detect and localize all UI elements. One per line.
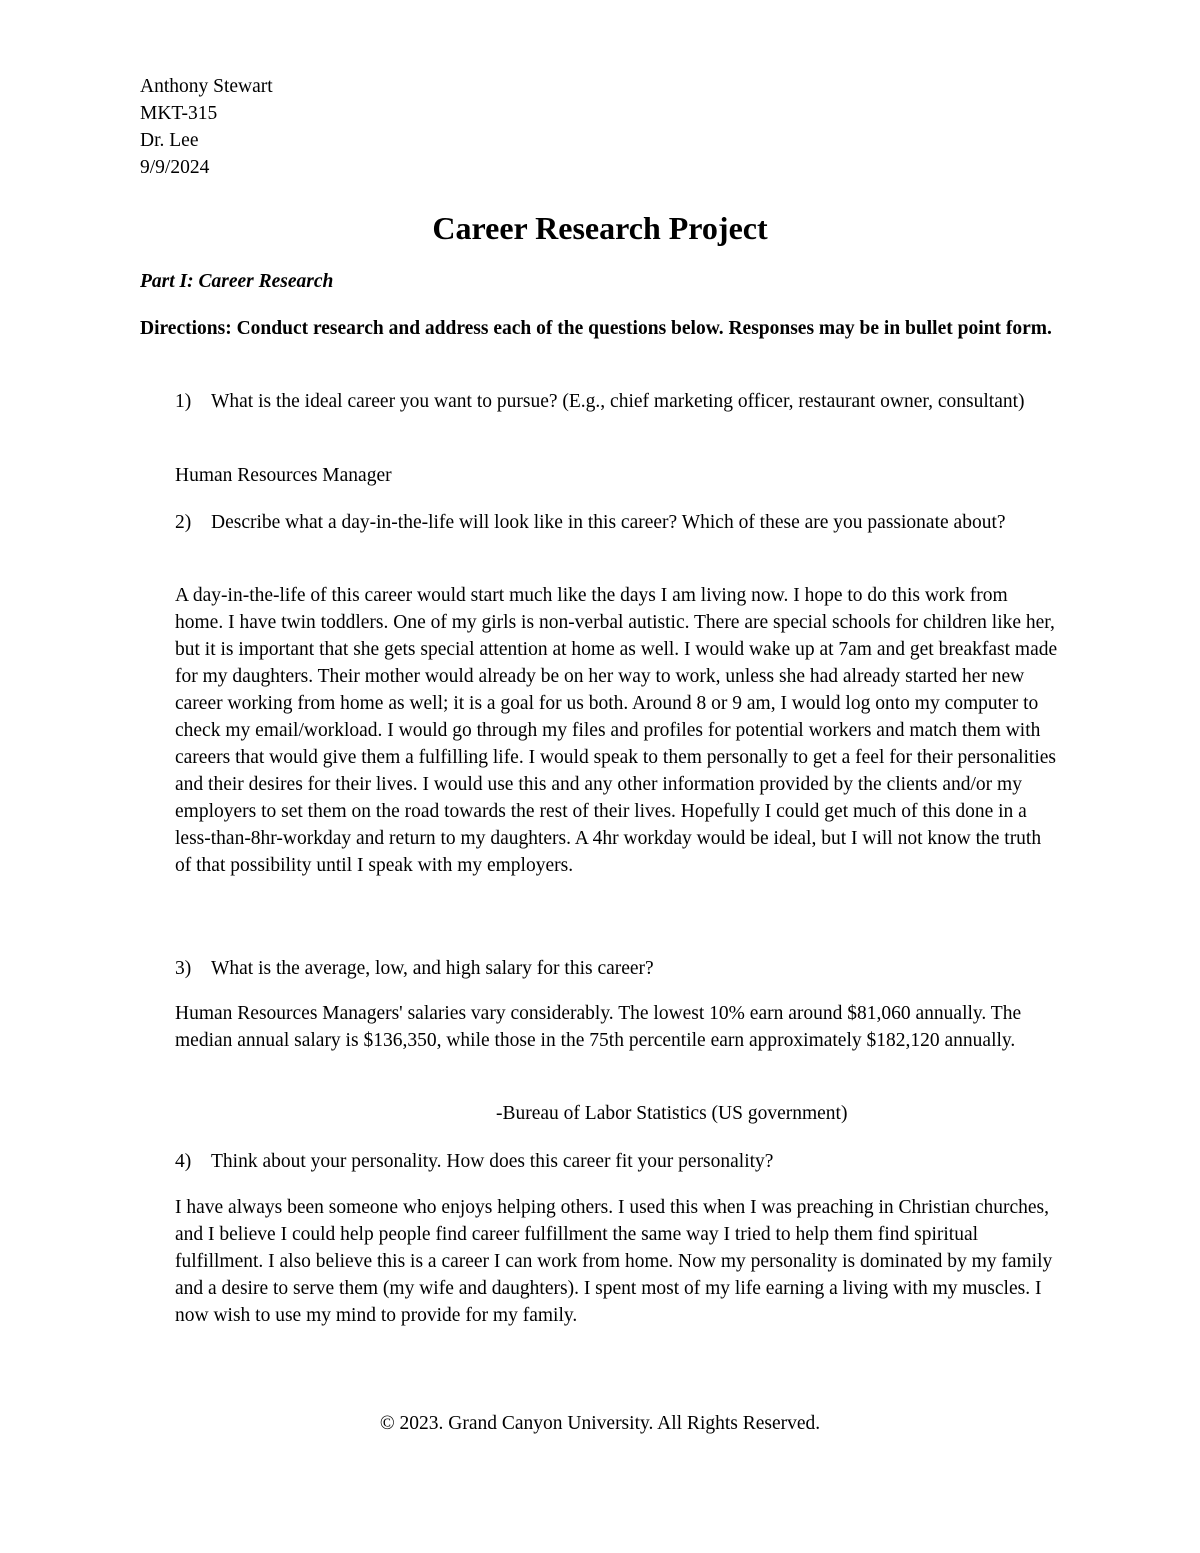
question-1 xyxy=(175,388,1045,415)
submission-date: 9/9/2024 xyxy=(140,157,210,178)
question-3 xyxy=(175,955,1045,982)
question-2 xyxy=(175,509,1045,536)
source-citation: -Bureau of Labor Statistics (US government) xyxy=(496,1103,848,1124)
copyright-footer: © 2023. Grand Canyon University. All Rights Reserved. xyxy=(379,1413,821,1434)
answer-3: Human Resources Managers' salaries vary considerably. The lowest 10% earn around $81,060 annually. The median annual salary is $136,350, while those in the 75th percentile earn approximately $182,120 annually. xyxy=(175,1003,1022,1051)
answer-2: A day-in-the-life of this career would start much like the days I am living now. I hope to do this work from home. I have twin toddlers. One of my girls is non-verbal autistic. There are special schools for children like her, but it is important that she gets special attention at home as well. I would wake up at 7am and get breakfast made for my daughters. Their mother would already be on her way to work, unless she had already started her new career working from home as well; it is a goal for us both. Around 8 or 9 am, I would log onto my computer to check my email/workload. I would go through my files and profiles for potential workers and match them with careers that would give them a fulfilling life. I would speak to them personally to get a feel for their personalities and their desires for their lives. I would use this and any other information provided by the clients and/or my employers to set them on the road towards the rest of their lives. Hopefully I could get much of this done in a less-than-8hr-workday and return to my daughters. A 4hr workday would be ideal, but I will not know the truth of that possibility until I speak with my employers. xyxy=(175,585,1058,876)
question-number: 4) xyxy=(175,1151,192,1172)
question-number: 1) xyxy=(175,391,192,412)
question-text: Think about your personality. How does this career fit your personality? xyxy=(211,1151,774,1172)
question-text: Describe what a day-in-the-life will look like in this career? Which of these are you passionate about? xyxy=(211,512,1006,533)
question-text: What is the ideal career you want to pursue? (E.g., chief marketing officer, restaurant owner, consultant) xyxy=(211,391,1025,412)
document-title: Career Research Project xyxy=(432,210,768,246)
part-heading: Part I: Career Research xyxy=(140,271,334,292)
student-header xyxy=(140,73,740,181)
question-number: 3) xyxy=(175,958,192,979)
directions-text: Directions: Conduct research and address each of the questions below. Responses may be in bullet point form. xyxy=(140,318,1052,339)
question-number: 2) xyxy=(175,512,192,533)
instructor-name: Dr. Lee xyxy=(140,130,199,151)
question-text: What is the average, low, and high salary for this career? xyxy=(211,958,654,979)
course-code: MKT-315 xyxy=(140,103,218,124)
answer-1: Human Resources Manager xyxy=(175,465,392,486)
student-name: Anthony Stewart xyxy=(140,76,273,97)
answer-4: I have always been someone who enjoys helping others. I used this when I was preaching in Christian churches, and I believe I could help people find career fulfillment the same way I tried to help them find spiritual fulfillment. I also believe this is a career I can work from home. Now my personality is dominated by my family and a desire to serve them (my wife and daughters). I spent most of my life earning a living with my muscles. I now wish to use my mind to provide for my family. xyxy=(175,1197,1053,1326)
question-4 xyxy=(175,1148,1045,1175)
